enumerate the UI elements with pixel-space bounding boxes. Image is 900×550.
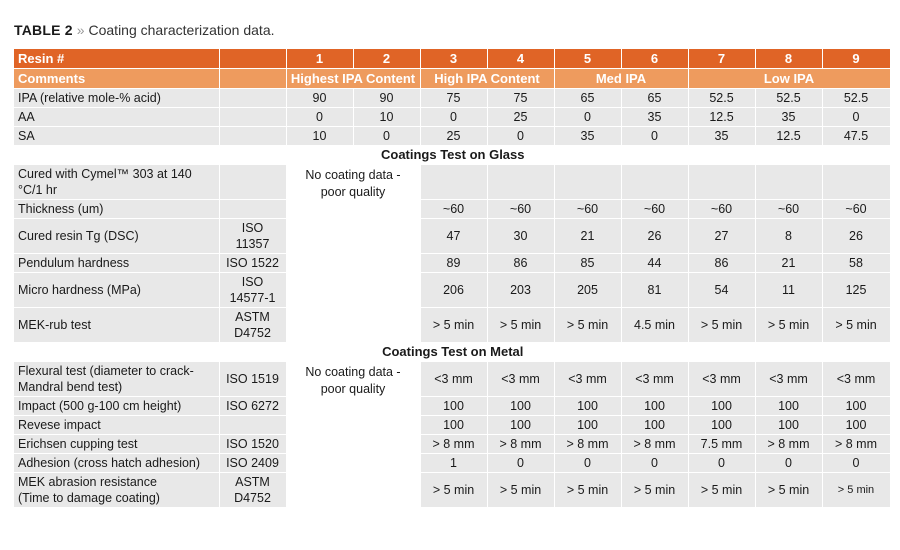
section-title-row: [14, 146, 890, 165]
standard-line2: 14577-1: [229, 291, 276, 305]
value-cell: <3 mm: [420, 362, 487, 397]
row-label-line1: Impact (500 g-100 cm height): [18, 399, 182, 413]
value-cell: 86: [487, 254, 554, 273]
value-cell: 8: [755, 219, 822, 254]
row-label: [14, 416, 219, 435]
group-label: Highest IPA Content: [286, 69, 420, 89]
value-cell: 100: [621, 397, 688, 416]
no-data-line1: No coating data -: [305, 365, 401, 379]
value-cell: 0: [286, 108, 353, 127]
resin-number: 4: [487, 49, 554, 69]
standard-line1: ISO 2409: [226, 456, 279, 470]
value-cell: [621, 165, 688, 200]
value-cell: 10: [286, 127, 353, 146]
value-cell: 12.5: [755, 127, 822, 146]
value-cell: > 5 min: [688, 308, 755, 343]
table-caption: [14, 22, 275, 38]
comments-label: Comments: [14, 69, 219, 89]
value-cell: [487, 165, 554, 200]
glass-section-title: Coatings Test on Glass: [14, 146, 890, 165]
value-cell: 52.5: [822, 89, 890, 108]
value-cell: 75: [420, 89, 487, 108]
value-cell: 100: [755, 416, 822, 435]
value-cell: ~60: [420, 200, 487, 219]
value-cell: [688, 165, 755, 200]
standard-cell: [219, 435, 286, 454]
value-cell: 1: [420, 454, 487, 473]
value-cell: > 5 min: [420, 473, 487, 508]
row-label: [14, 435, 219, 454]
value-cell: <3 mm: [621, 362, 688, 397]
standard-cell: [219, 273, 286, 308]
value-cell: 0: [554, 454, 621, 473]
value-cell: 0: [822, 454, 890, 473]
value-cell: 65: [554, 89, 621, 108]
row-label-line1: Revese impact: [18, 418, 101, 432]
value-cell: [755, 165, 822, 200]
metal-test-row: [14, 362, 890, 397]
value-cell: 35: [621, 108, 688, 127]
row-label-line1: MEK abrasion resistance: [18, 475, 157, 489]
standard-line2: D4752: [234, 326, 271, 340]
value-cell: <3 mm: [755, 362, 822, 397]
value-cell: 0: [621, 454, 688, 473]
value-cell: 65: [621, 89, 688, 108]
no-data-line2: poor quality: [320, 382, 386, 396]
group-label: High IPA Content: [420, 69, 554, 89]
no-data-line2: poor quality: [320, 185, 386, 199]
header-row-resin: [14, 49, 890, 69]
value-cell: 44: [621, 254, 688, 273]
resin-number: 7: [688, 49, 755, 69]
no-data-note: [286, 362, 420, 508]
value-cell: 0: [554, 108, 621, 127]
no-data-line1: No coating data -: [305, 168, 401, 182]
value-cell: > 5 min: [554, 473, 621, 508]
value-cell: 203: [487, 273, 554, 308]
standard-line1: ISO 6272: [226, 399, 279, 413]
section-title-row: [14, 343, 890, 362]
value-cell: <3 mm: [487, 362, 554, 397]
glass-test-row: [14, 308, 890, 343]
glass-test-row: [14, 273, 890, 308]
value-cell: > 8 mm: [420, 435, 487, 454]
value-cell: 206: [420, 273, 487, 308]
row-label: [14, 454, 219, 473]
row-label-line1: Adhesion (cross hatch adhesion): [18, 456, 201, 470]
value-cell: ~60: [822, 200, 890, 219]
value-cell: 90: [286, 89, 353, 108]
resin-label: Resin #: [14, 49, 219, 69]
standard-cell: [219, 397, 286, 416]
value-cell: 0: [621, 127, 688, 146]
standard-line1: ISO: [241, 221, 264, 235]
value-cell: > 5 min: [487, 308, 554, 343]
value-cell: [420, 165, 487, 200]
value-cell: 0: [353, 127, 420, 146]
value-cell: 25: [487, 108, 554, 127]
row-label: [14, 473, 219, 508]
standard-cell: [219, 165, 286, 200]
value-cell: ~60: [487, 200, 554, 219]
table-body: [14, 49, 890, 508]
value-cell: ~60: [554, 200, 621, 219]
row-label: Pendulum hardness: [14, 254, 219, 273]
value-cell: 100: [420, 397, 487, 416]
value-cell: > 8 mm: [755, 435, 822, 454]
value-cell: 21: [554, 219, 621, 254]
row-label: Thickness (um): [14, 200, 219, 219]
standard-cell: [219, 127, 286, 146]
value-cell: 35: [755, 108, 822, 127]
value-cell: ~60: [621, 200, 688, 219]
composition-row: [14, 89, 890, 108]
composition-row: [14, 108, 890, 127]
standard-line1: ASTM: [235, 475, 270, 489]
row-label-line2: (Time to damage coating): [18, 491, 160, 505]
value-cell: <3 mm: [688, 362, 755, 397]
value-cell: 125: [822, 273, 890, 308]
row-label: MEK-rub test: [14, 308, 219, 343]
value-cell: 100: [822, 397, 890, 416]
value-cell: <3 mm: [554, 362, 621, 397]
value-cell: 100: [487, 397, 554, 416]
value-cell: > 5 min: [755, 473, 822, 508]
value-cell: 52.5: [755, 89, 822, 108]
value-cell: > 5 min: [621, 473, 688, 508]
standard-line1: ISO: [241, 275, 264, 289]
row-label: Micro hardness (MPa): [14, 273, 219, 308]
value-cell: 100: [755, 397, 822, 416]
resin-number: 3: [420, 49, 487, 69]
resin-number: 8: [755, 49, 822, 69]
value-cell: 54: [688, 273, 755, 308]
glass-test-row: [14, 219, 890, 254]
value-cell: > 8 mm: [822, 435, 890, 454]
value-cell: 0: [755, 454, 822, 473]
value-cell: 100: [554, 416, 621, 435]
value-cell: > 5 min: [554, 308, 621, 343]
value-cell: 26: [621, 219, 688, 254]
value-cell: > 5 min: [822, 473, 890, 508]
standard-line1: ISO 1522: [226, 256, 279, 270]
coating-data-table: [14, 49, 891, 508]
value-cell: 205: [554, 273, 621, 308]
standard-cell: [219, 89, 286, 108]
caption-text: Coating characterization data.: [88, 22, 275, 38]
value-cell: [554, 165, 621, 200]
value-cell: > 5 min: [822, 308, 890, 343]
value-cell: > 5 min: [755, 308, 822, 343]
value-cell: 25: [420, 127, 487, 146]
value-cell: 0: [420, 108, 487, 127]
row-label-line1: Flexural test (diameter to crack-: [18, 364, 194, 378]
value-cell: 100: [621, 416, 688, 435]
caption-label: TABLE 2: [14, 22, 73, 38]
value-cell: 100: [822, 416, 890, 435]
value-cell: 11: [755, 273, 822, 308]
row-label: Cured with Cymel™ 303 at 140 °C/1 hr: [14, 165, 219, 200]
standard-cell: [219, 200, 286, 219]
value-cell: 47: [420, 219, 487, 254]
caption-separator: »: [76, 22, 85, 38]
standard-cell: [219, 219, 286, 254]
row-label: SA: [14, 127, 219, 146]
value-cell: 27: [688, 219, 755, 254]
metal-test-row: [14, 473, 890, 508]
value-cell: 58: [822, 254, 890, 273]
value-cell: 26: [822, 219, 890, 254]
resin-number: 5: [554, 49, 621, 69]
standard-line1: ISO 1519: [226, 372, 279, 386]
value-cell: 100: [487, 416, 554, 435]
value-cell: 0: [487, 454, 554, 473]
value-cell: 75: [487, 89, 554, 108]
standard-cell: [219, 473, 286, 508]
value-cell: 89: [420, 254, 487, 273]
value-cell: 81: [621, 273, 688, 308]
resin-number: 2: [353, 49, 420, 69]
standard-cell: [219, 108, 286, 127]
value-cell: 7.5 mm: [688, 435, 755, 454]
value-cell: 21: [755, 254, 822, 273]
value-cell: > 8 mm: [621, 435, 688, 454]
glass-test-row: [14, 165, 890, 200]
value-cell: 0: [822, 108, 890, 127]
standard-line2: D4752: [234, 491, 271, 505]
value-cell: 100: [554, 397, 621, 416]
value-cell: > 8 mm: [487, 435, 554, 454]
value-cell: 10: [353, 108, 420, 127]
resin-number: 6: [621, 49, 688, 69]
metal-section-title: Coatings Test on Metal: [14, 343, 890, 362]
metal-test-row: [14, 454, 890, 473]
header-row-comments: [14, 69, 890, 89]
value-cell: 35: [554, 127, 621, 146]
composition-row: [14, 127, 890, 146]
row-label: IPA (relative mole-% acid): [14, 89, 219, 108]
value-cell: > 5 min: [487, 473, 554, 508]
standard-cell: [219, 362, 286, 397]
row-label-line2: Mandral bend test): [18, 380, 123, 394]
value-cell: 100: [420, 416, 487, 435]
value-cell: 12.5: [688, 108, 755, 127]
row-label: [14, 397, 219, 416]
value-cell: 100: [688, 416, 755, 435]
value-cell: 86: [688, 254, 755, 273]
header-blank: [219, 49, 286, 69]
resin-number: 9: [822, 49, 890, 69]
value-cell: 47.5: [822, 127, 890, 146]
value-cell: ~60: [688, 200, 755, 219]
standard-line1: ASTM: [235, 310, 270, 324]
group-label: Med IPA: [554, 69, 688, 89]
group-label: Low IPA: [688, 69, 890, 89]
standard-cell: [219, 254, 286, 273]
row-label: Cured resin Tg (DSC): [14, 219, 219, 254]
standard-cell: [219, 454, 286, 473]
row-label: AA: [14, 108, 219, 127]
glass-test-row: [14, 200, 890, 219]
value-cell: 0: [487, 127, 554, 146]
value-cell: 90: [353, 89, 420, 108]
value-cell: 100: [688, 397, 755, 416]
value-cell: > 8 mm: [554, 435, 621, 454]
metal-test-row: [14, 397, 890, 416]
value-cell: > 5 min: [688, 473, 755, 508]
value-cell: 30: [487, 219, 554, 254]
value-cell: [822, 165, 890, 200]
glass-test-row: [14, 254, 890, 273]
standard-line1: ISO 1520: [226, 437, 279, 451]
no-data-note: [286, 165, 420, 343]
standard-cell: [219, 416, 286, 435]
value-cell: 85: [554, 254, 621, 273]
value-cell: ~60: [755, 200, 822, 219]
value-cell: 52.5: [688, 89, 755, 108]
value-cell: 35: [688, 127, 755, 146]
value-cell: 0: [688, 454, 755, 473]
value-cell: <3 mm: [822, 362, 890, 397]
value-cell: > 5 min: [420, 308, 487, 343]
metal-test-row: [14, 435, 890, 454]
standard-line2: 11357: [235, 237, 270, 251]
row-label-line1: Erichsen cupping test: [18, 437, 138, 451]
header-blank: [219, 69, 286, 89]
value-cell: 4.5 min: [621, 308, 688, 343]
row-label: [14, 362, 219, 397]
metal-test-row: [14, 416, 890, 435]
resin-number: 1: [286, 49, 353, 69]
standard-cell: [219, 308, 286, 343]
